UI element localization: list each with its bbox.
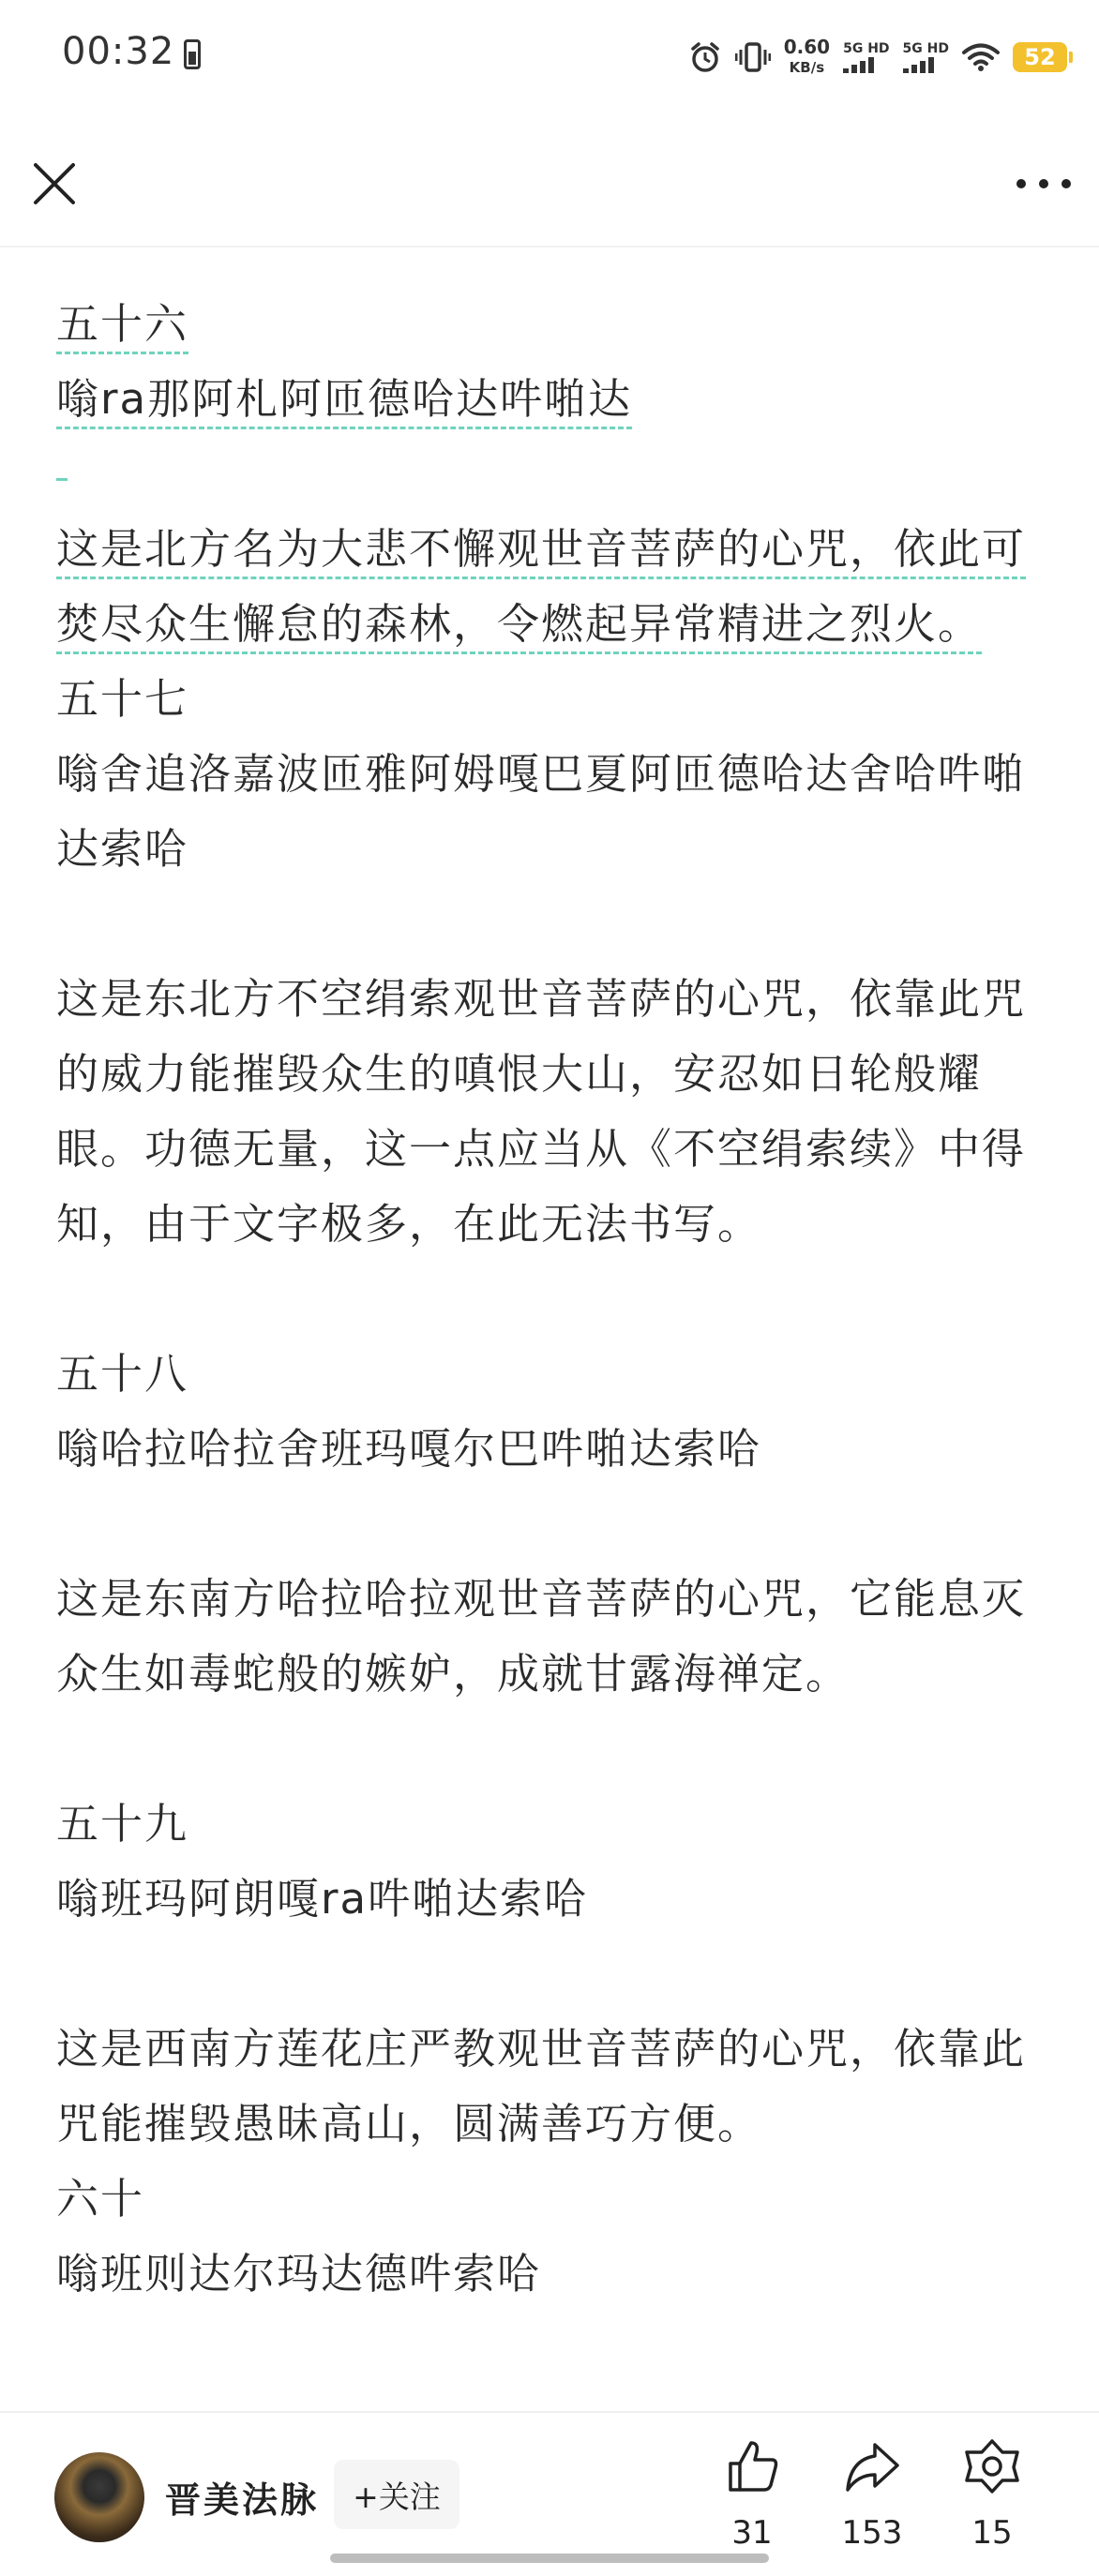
section-title (56, 287, 1043, 362)
mantra: 嗡班玛阿朗嘎ra吽啪达索哈 (56, 1874, 589, 1924)
author-name[interactable]: 晋美法脉 (165, 2479, 320, 2521)
collect-icon (963, 2437, 1021, 2495)
share-count: 153 (841, 2514, 903, 2552)
alarm-icon (688, 40, 722, 74)
collect-count: 15 (971, 2514, 1013, 2552)
mantra-text: 嗡ra那阿札阿匝德哈达吽啪达 (56, 374, 633, 424)
signal-sim2 (903, 41, 949, 73)
mantra: 嗡哈拉哈拉舍班玛嘎尔巴吽啪达索哈 (56, 1424, 762, 1474)
avatar[interactable] (54, 2452, 144, 2542)
status-bar (0, 0, 1099, 112)
section-title: 五十八 (56, 1349, 189, 1399)
net-speed (784, 37, 830, 78)
more-button[interactable] (1011, 165, 1076, 202)
more-icon (1016, 179, 1026, 188)
thumbs-up-icon (723, 2437, 781, 2495)
mantra (56, 362, 1043, 437)
mantra-description: 这是西南方莲花庄严教观世音菩萨的心咒，依靠此咒能摧毁愚昧高山，圆满善巧方便。 (56, 2024, 1027, 2149)
mantra-description (56, 512, 1043, 662)
sim2-label: 5G HD (902, 41, 949, 56)
section-title: 五十七 (56, 674, 189, 724)
like-button[interactable] (705, 2437, 799, 2569)
mantra-description: 这是东北方不空绢索观世音菩萨的心咒，依靠此咒的威力能摧毁众生的嗔恨大山，安忍如日轮般耀眼。功德无量，这一点应当从《不空绢索续》中得知，由于文字极多，在此无法书写。 (56, 974, 1027, 1249)
highlight-mark (56, 437, 1043, 512)
home-indicator[interactable] (330, 2554, 769, 2563)
signal-sim1 (843, 41, 889, 73)
article-body (56, 287, 1043, 2407)
share-icon (843, 2437, 901, 2495)
collect-button[interactable] (945, 2437, 1039, 2569)
share-button[interactable] (825, 2437, 919, 2569)
follow-button[interactable]: +关注 (334, 2460, 459, 2529)
signal-icon (843, 56, 874, 73)
sim1-label: 5G HD (843, 41, 890, 56)
mantra-description-text: 这是北方名为大悲不懈观世音菩萨的心咒，依此可焚尽众生懈怠的森林，令燃起异常精进之烈火。 (56, 524, 1027, 649)
net-speed-unit: KB/s (789, 59, 825, 76)
mantra: 嗡舍追洛嘉波匝雅阿姆嘎巴夏阿匝德哈达舍哈吽啪达索哈 (56, 749, 1027, 874)
mantra-description: 这是东南方哈拉哈拉观世音菩萨的心咒，它能息灭众生如毒蛇般的嫉妒，成就甘露海禅定。 (56, 1574, 1027, 1699)
status-icons (688, 34, 1067, 81)
close-icon (26, 156, 83, 212)
bottom-action-bar (0, 2411, 1099, 2576)
header-divider (0, 246, 1099, 247)
battery-level: 52 (1013, 42, 1067, 72)
section-title-text: 五十六 (56, 299, 189, 349)
wifi-icon (962, 42, 1000, 72)
close-button[interactable] (26, 156, 83, 212)
net-speed-value: 0.60 (783, 36, 831, 58)
battery-small-icon (184, 39, 201, 69)
status-time: 00:32 (62, 30, 175, 73)
vibrate-icon (735, 40, 771, 74)
top-bar (0, 112, 1099, 253)
section-title: 五十九 (56, 1799, 189, 1849)
signal-icon (903, 56, 934, 73)
section-title: 六十 (56, 2174, 145, 2224)
like-count: 31 (731, 2514, 773, 2552)
mantra: 嗡班则达尔玛达德吽索哈 (56, 2249, 542, 2299)
